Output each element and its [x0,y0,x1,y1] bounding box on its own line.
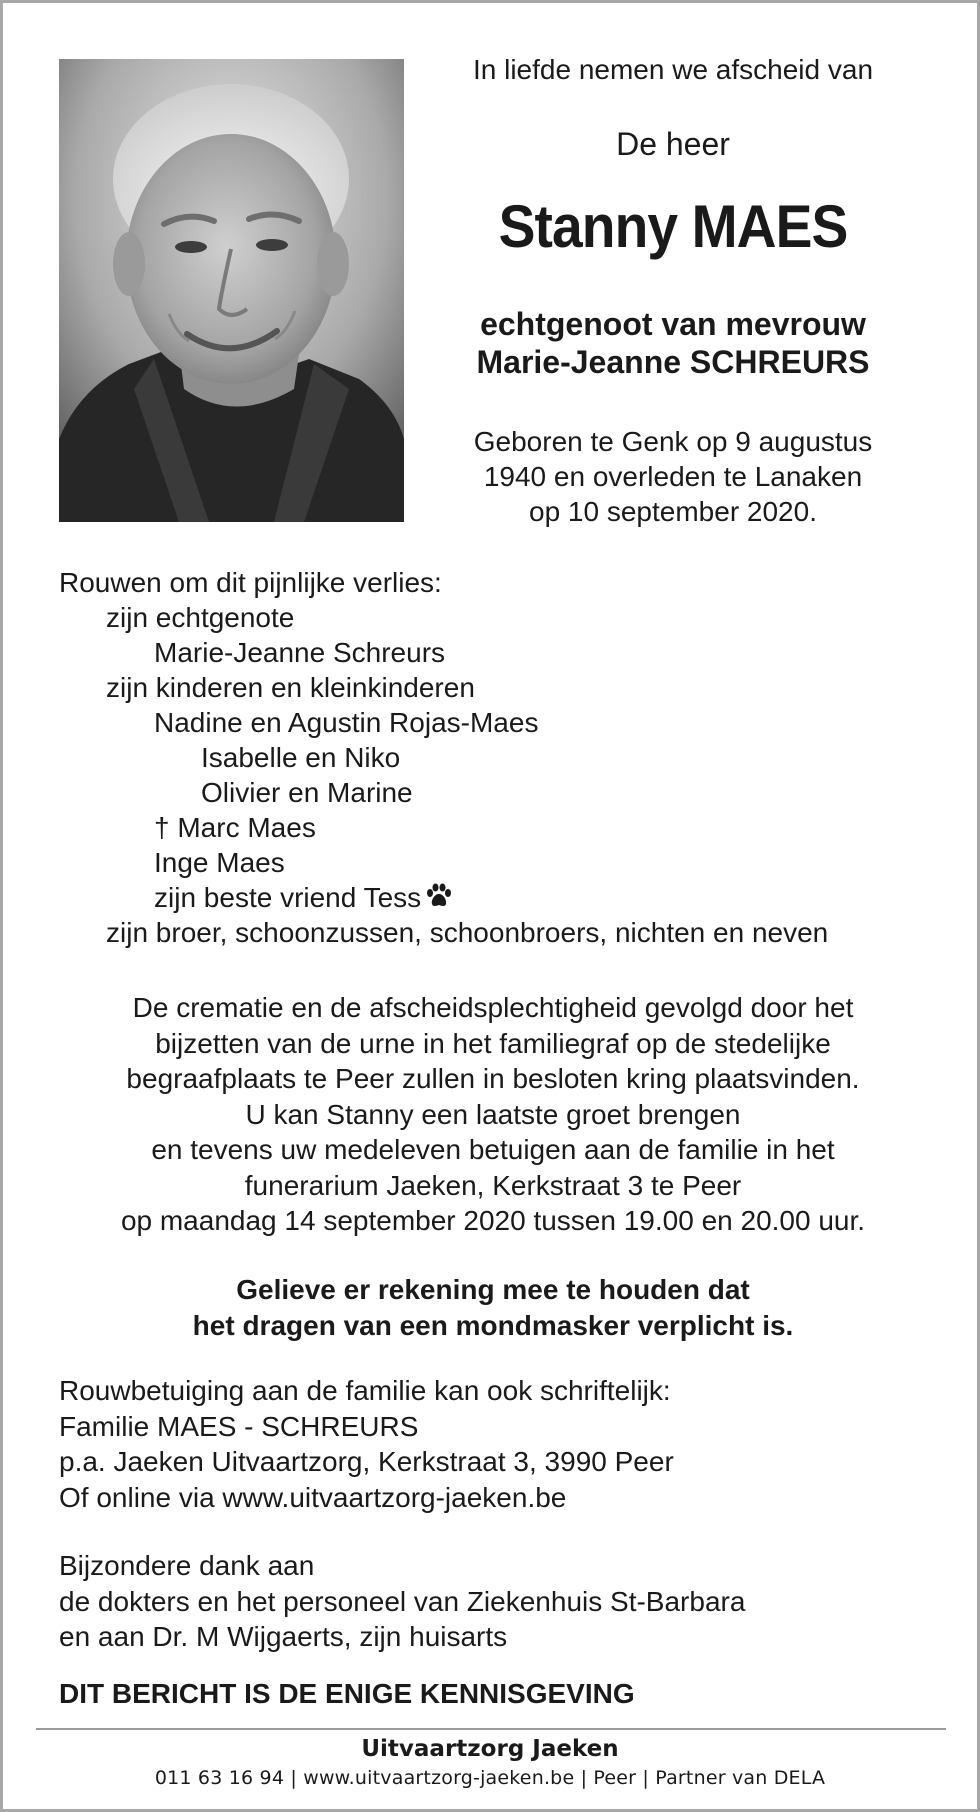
mourner-pet-text: zijn beste vriend Tess [154,882,422,913]
mourner-line: zijn broer, schoonzussen, schoonbroers, nichten en neven [106,917,829,948]
ceremony-line: en tevens uw medeleven betuigen aan de familie in het [151,1134,835,1165]
mourner-line: † Marc Maes [154,812,316,843]
birth-line: Geboren te Genk op 9 augustus [473,426,873,457]
address-line: Familie MAES - SCHREURS [59,1410,419,1442]
deceased-name: Stanny MAES [498,193,848,260]
mask-notice-line: het dragen van een mondmasker verplicht is. [192,1310,794,1341]
intro-text: In liefde nemen we afscheid van [472,54,874,85]
honorific-title: De heer [616,126,730,162]
portrait-photo [59,59,404,522]
ceremony-line: bijzetten van de urne in het familiegraf op de stedelijke [155,1027,831,1059]
birth-death-block [413,424,933,529]
thanks-text [59,1548,745,1655]
spouse-name: Marie-Jeanne SCHREURS [476,344,870,380]
final-notice: DIT BERICHT IS DE ENIGE KENNISGEVING [59,1678,635,1709]
mask-notice [33,1272,953,1344]
mourner-line: Inge Maes [154,847,285,878]
condolence-address [59,1373,674,1515]
mourner-line: zijn kinderen en kleinkinderen [106,672,475,703]
thanks-line: de dokters en het personeel van Ziekenhuis St-Barbara [59,1585,746,1617]
ceremony-line: begraafplaats te Peer zullen in besloten kring plaatsvinden. [126,1063,860,1094]
birth-line: 1940 en overleden te Lanaken [483,461,863,492]
thanks-line: en aan Dr. M Wijgaerts, zijn huisarts [59,1621,508,1652]
address-line: Of online via www.uitvaartzorg-jaeken.be [59,1481,567,1513]
mourner-line: Isabelle en Niko [201,742,401,773]
address-line: p.a. Jaeken Uitvaartzorg, Kerkstraat 3, 3990 Peer [59,1446,674,1477]
footer-company: Uitvaartzorg Jaeken [361,1736,619,1762]
thanks-line: Bijzondere dank aan [59,1550,315,1581]
ceremony-line: funerarium Jaeken, Kerkstraat 3 te Peer [244,1169,742,1201]
ceremony-line: De crematie en de afscheidsplechtigheid gevolgd door het [132,992,854,1023]
spouse-block [413,305,933,381]
ceremony-line: U kan Stanny een laatste groet brengen [245,1098,741,1130]
mourner-line: Olivier en Marine [201,777,413,808]
footer-divider [36,1728,946,1730]
ceremony-text [33,990,953,1239]
ceremony-line: op maandag 14 september 2020 tussen 19.00 en 20.00 uur. [120,1205,866,1236]
mourner-line: Marie-Jeanne Schreurs [154,637,446,668]
mourner-line-pet [59,880,939,915]
mourners-heading: Rouwen om dit pijnlijke verlies: [59,567,442,598]
address-line: Rouwbetuiging aan de familie kan ook schriftelijk: [59,1375,671,1406]
mask-notice-line: Gelieve er rekening mee te houden dat [236,1274,750,1305]
footer-info: 011 63 16 94 | www.uitvaartzorg-jaeken.be | Peer | Partner van DELA [154,1767,826,1789]
death-line: op 10 september 2020. [529,496,817,527]
mourner-line: Nadine en Agustin Rojas-Maes [154,707,539,738]
mourners-list [59,565,939,950]
mourner-line: zijn echtgenote [106,602,295,633]
paw-print-icon [425,882,453,910]
spouse-line: echtgenoot van mevrouw [480,306,866,342]
